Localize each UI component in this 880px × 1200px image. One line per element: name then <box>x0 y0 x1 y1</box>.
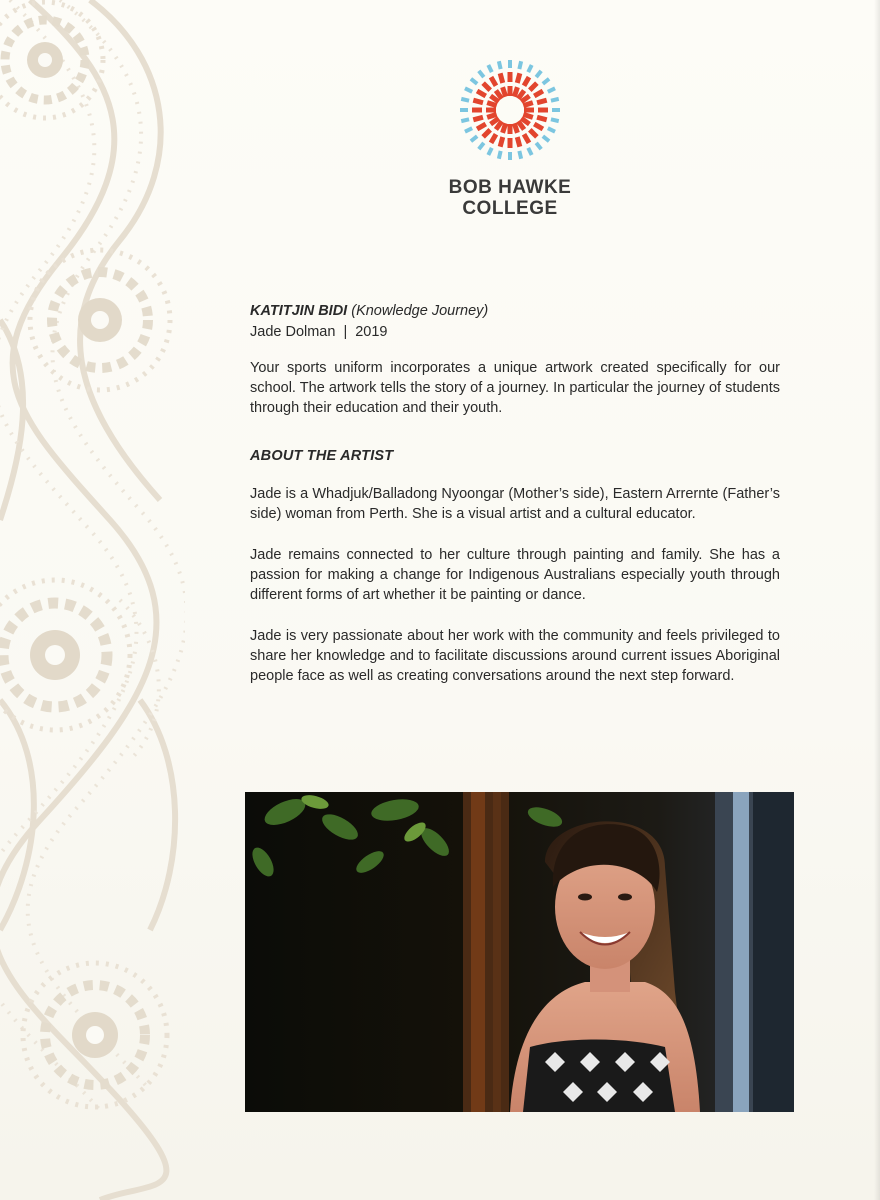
logo-ray <box>514 123 517 133</box>
logo-ray <box>479 71 484 77</box>
logo-ray <box>536 71 541 77</box>
logo-ray <box>528 65 531 72</box>
bio-paragraph-3: Jade is very passionate about her work with the community and feels privileged to share her knowledge and to facilitate discussions around current issues Aboriginal people face as well as creating conversations around the next step forward. <box>250 628 780 684</box>
logo-ray <box>523 114 533 117</box>
artwork-year: 2019 <box>355 324 388 340</box>
logo-ray <box>500 137 503 147</box>
logo-ray <box>473 100 483 103</box>
logo-ray <box>503 87 506 97</box>
logo-ray <box>543 136 549 141</box>
logo-ray <box>548 128 555 131</box>
artist-portrait-photo <box>245 792 794 1112</box>
logo-ray <box>524 77 529 86</box>
logo-ray <box>551 99 559 101</box>
logo-ray <box>483 83 490 90</box>
logo-ray <box>487 114 497 117</box>
logo-ray <box>536 143 541 149</box>
logo-ray <box>530 83 537 90</box>
logo-ray <box>503 123 506 133</box>
logo-ray <box>551 119 559 121</box>
logo-ray <box>517 137 520 147</box>
logo-ray <box>477 124 486 129</box>
logo-ray <box>537 117 547 120</box>
artwork-credit <box>250 323 780 341</box>
artist-name: Jade Dolman <box>250 324 336 340</box>
logo-ray <box>534 91 543 96</box>
about-heading: ABOUT THE ARTIST <box>250 448 394 464</box>
logo-ray <box>519 61 521 69</box>
logo-ray <box>473 117 483 120</box>
logo-ray <box>488 148 491 155</box>
artwork-title-name: KATITJIN BIDI <box>250 303 348 319</box>
logo-ray <box>499 151 501 159</box>
page-edge-shadow <box>874 0 880 1200</box>
artwork-title <box>250 302 780 320</box>
logo-ray <box>461 119 469 121</box>
college-name-line2: COLLEGE <box>462 198 558 219</box>
logo-ray <box>548 88 555 91</box>
artwork-title-translation: (Knowledge Journey) <box>351 303 489 319</box>
logo-ray <box>491 134 496 143</box>
dot-art-border <box>0 0 185 1200</box>
logo-ray <box>534 124 543 129</box>
logo-ray <box>524 134 529 143</box>
logo-ray <box>499 61 501 69</box>
logo-ray <box>543 79 549 84</box>
college-name-line1: BOB HAWKE <box>448 177 572 198</box>
logo-ray <box>530 130 537 137</box>
bio-paragraph-2: Jade remains connected to her culture through painting and family. She has a passion for making a change for Indigenous Australians especially youth through different forms of art whether it be painting or dance. <box>250 547 780 603</box>
logo-ray <box>519 151 521 159</box>
logo-ray <box>483 130 490 137</box>
logo-ray <box>488 65 491 72</box>
bio-paragraph-1: Jade is a Whadjuk/Balladong Nyoongar (Mother’s side), Eastern Arrernte (Father’s side) woman from Perth. She is a visual artist and a cultural educator. <box>250 486 780 522</box>
logo-ray <box>537 100 547 103</box>
logo-ray <box>461 99 469 101</box>
logo-ray <box>477 91 486 96</box>
logo-ray <box>514 87 517 97</box>
content-column <box>250 302 780 686</box>
logo-ray <box>500 73 503 83</box>
logo-ray <box>471 79 477 84</box>
college-name <box>410 177 610 219</box>
logo-ray <box>479 143 484 149</box>
intro-paragraph: Your sports uniform incorporates a unique artwork created specifically for our school. The artwork tells the story of a journey. In particular the journey of students through their education and their youth. <box>250 360 780 416</box>
logo-ray <box>528 148 531 155</box>
credit-separator: | <box>343 324 348 340</box>
logo-ray <box>517 73 520 83</box>
logo-ray <box>471 136 477 141</box>
logo-ray <box>465 88 472 91</box>
sunburst-logo-icon <box>440 55 580 165</box>
logo-ray <box>465 128 472 131</box>
logo-ray <box>487 103 497 106</box>
logo-ray <box>491 77 496 86</box>
logo-ray <box>523 103 533 106</box>
